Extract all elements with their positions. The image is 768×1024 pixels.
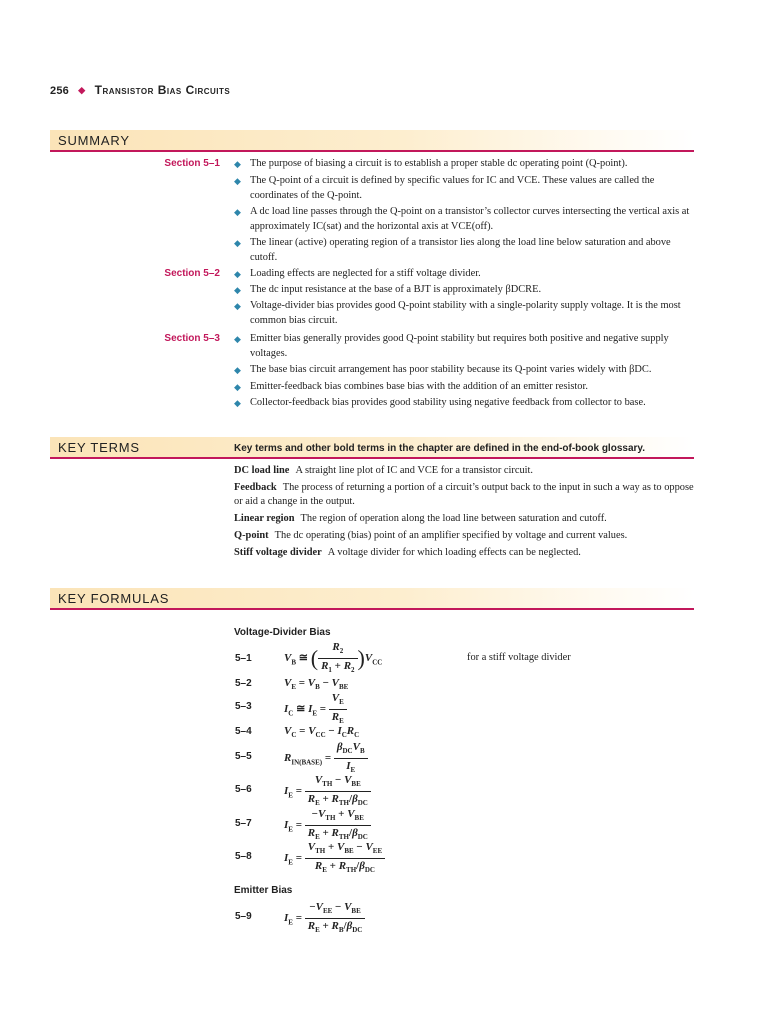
term-name: Q-point [234,530,269,541]
diamond-bullet-icon: ◆ [234,334,241,344]
diamond-bullet-icon: ◆ [234,301,241,311]
summary-bullet: ◆ The base bias circuit arrangement has poor stability because its Q-point varies widely with βDC. [234,363,692,378]
summary-bullet: ◆ Emitter-feedback bias combines base bias with the addition of an emitter resistor. [234,380,692,395]
key-term [234,546,694,560]
chapter-title: Transistor Bias Circuits [94,83,231,97]
formula-5-1: $V_B$ ≅ ( $\frac{R_2}{R_1 + R_2}$ )$V_{CC}$ [284,641,383,675]
diamond-bullet-icon: ◆ [234,176,241,186]
term-definition: The process of returning a portion of a circuit’s output back to the input in such a way as to oppose or aid a change in the output. [234,482,694,507]
summary-bullet: ◆ The linear (active) operating region of a transistor lies along the load line below saturation and above cutoff. [234,237,671,263]
formula-group-heading: Voltage-Divider Bias [234,627,331,638]
formula-number: 5–7 [235,818,252,829]
formula-number: 5–4 [235,726,252,737]
summary-bullet: ◆ Emitter bias generally provides good Q-point stability but requires both positive and negative supply voltages. [234,333,669,359]
summary-bullet: ◆ A dc load line passes through the Q-point on a transistor’s collector curves intersecting the vertical axis at approximately IC(sat) and the horizontal axis at VCE(off). [234,206,690,232]
formula-number: 5–6 [235,784,252,795]
term-name: Feedback [234,482,277,493]
term-definition: The dc operating (bias) point of an amplifier specified by voltage and current values. [274,530,628,541]
section-label: Section 5–1 [164,158,220,169]
summary-heading-bar [50,130,694,152]
formula-number: 5–2 [235,678,252,689]
diamond-icon: ◆ [78,85,86,95]
summary-title: SUMMARY [58,133,130,148]
formula-5-4: $V_C = V_{CC} - I_CR_C$ [284,725,360,740]
formula-5-7: $I_E$ = $\frac{-V_{TH} + V_{BE}}{R_E + R_{TH}/\beta_{DC}}$ [284,807,371,844]
diamond-bullet-icon: ◆ [234,398,241,408]
term-definition: A voltage divider for which loading effects can be neglected. [327,547,581,558]
formula-group-heading: Emitter Bias [234,885,293,896]
key-term [234,512,694,526]
formula-5-8: $I_E$ = $\frac{V_{TH} + V_{BE} - V_{EE}}{R_E + R_{TH}/\beta_{DC}}$ [284,840,385,877]
formula-5-9: $I_E$ = $\frac{-V_{EE} - V_{BE}}{R_E + R_B/\beta_{DC}}$ [284,900,365,937]
summary-bullet: ◆ The Q-point of a circuit is defined by specific values for IC and VCE. These values are called the coordinates of the Q-point. [234,175,655,201]
key-formulas-heading-bar [50,588,694,610]
term-name: Linear region [234,513,295,524]
diamond-bullet-icon: ◆ [234,207,241,217]
summary-bullet: ◆ Loading effects are neglected for a stiff voltage divider. [234,267,692,282]
key-terms-heading-bar [50,437,694,459]
formula-5-5: $R_{IN(BASE)}$ = $\frac{\beta_{DC}V_B}{I_E}$ [284,740,368,777]
diamond-bullet-icon: ◆ [234,382,241,392]
formula-5-6: $I_E$ = $\frac{V_{TH} - V_{BE}}{R_E + R_{TH}/\beta_{DC}}$ [284,773,371,810]
formula-number: 5–8 [235,851,252,862]
term-definition: The region of operation along the load line between saturation and cutoff. [300,513,607,524]
running-header [50,83,230,97]
summary-bullet: ◆ The dc input resistance at the base of a BJT is approximately βDCRE. [234,283,692,298]
section-label: Section 5–3 [164,333,220,344]
summary-bullet: ◆ Collector-feedback bias provides good stability using negative feedback from collector to base. [234,396,692,411]
formula-number: 5–3 [235,701,252,712]
section-label: Section 5–2 [164,268,220,279]
summary-bullet: ◆ The purpose of biasing a circuit is to establish a proper stable dc operating point (Q-point). [234,157,692,172]
term-name: DC load line [234,465,290,476]
key-term [234,464,694,478]
formula-5-3: $I_C$ ≅ $I_E$ = $\frac{V_E}{R_E}$ [284,691,347,728]
summary-bullet: ◆ Voltage-divider bias provides good Q-point stability with a single-polarity supply voltage. It is the most common bias circuit. [234,300,681,326]
diamond-bullet-icon: ◆ [234,238,241,248]
key-term [234,481,694,509]
diamond-bullet-icon: ◆ [234,159,241,169]
page-number: 256 [50,85,69,97]
diamond-bullet-icon: ◆ [234,365,241,375]
formula-number: 5–1 [235,653,252,664]
term-definition: A straight line plot of IC and VCE for a transistor circuit. [295,465,534,476]
diamond-bullet-icon: ◆ [234,285,241,295]
key-terms-title: KEY TERMS [58,440,140,455]
diamond-bullet-icon: ◆ [234,269,241,279]
formula-5-2: $V_E = V_B - V_{BE}$ [284,677,349,692]
formula-number: 5–5 [235,751,252,762]
formula-note: for a stiff voltage divider [467,652,571,663]
key-term [234,529,694,543]
key-terms-note: Key terms and other bold terms in the chapter are defined in the end-of-book glossary. [234,443,645,454]
key-formulas-title: KEY FORMULAS [58,591,170,606]
term-name: Stiff voltage divider [234,547,322,558]
formula-number: 5–9 [235,911,252,922]
